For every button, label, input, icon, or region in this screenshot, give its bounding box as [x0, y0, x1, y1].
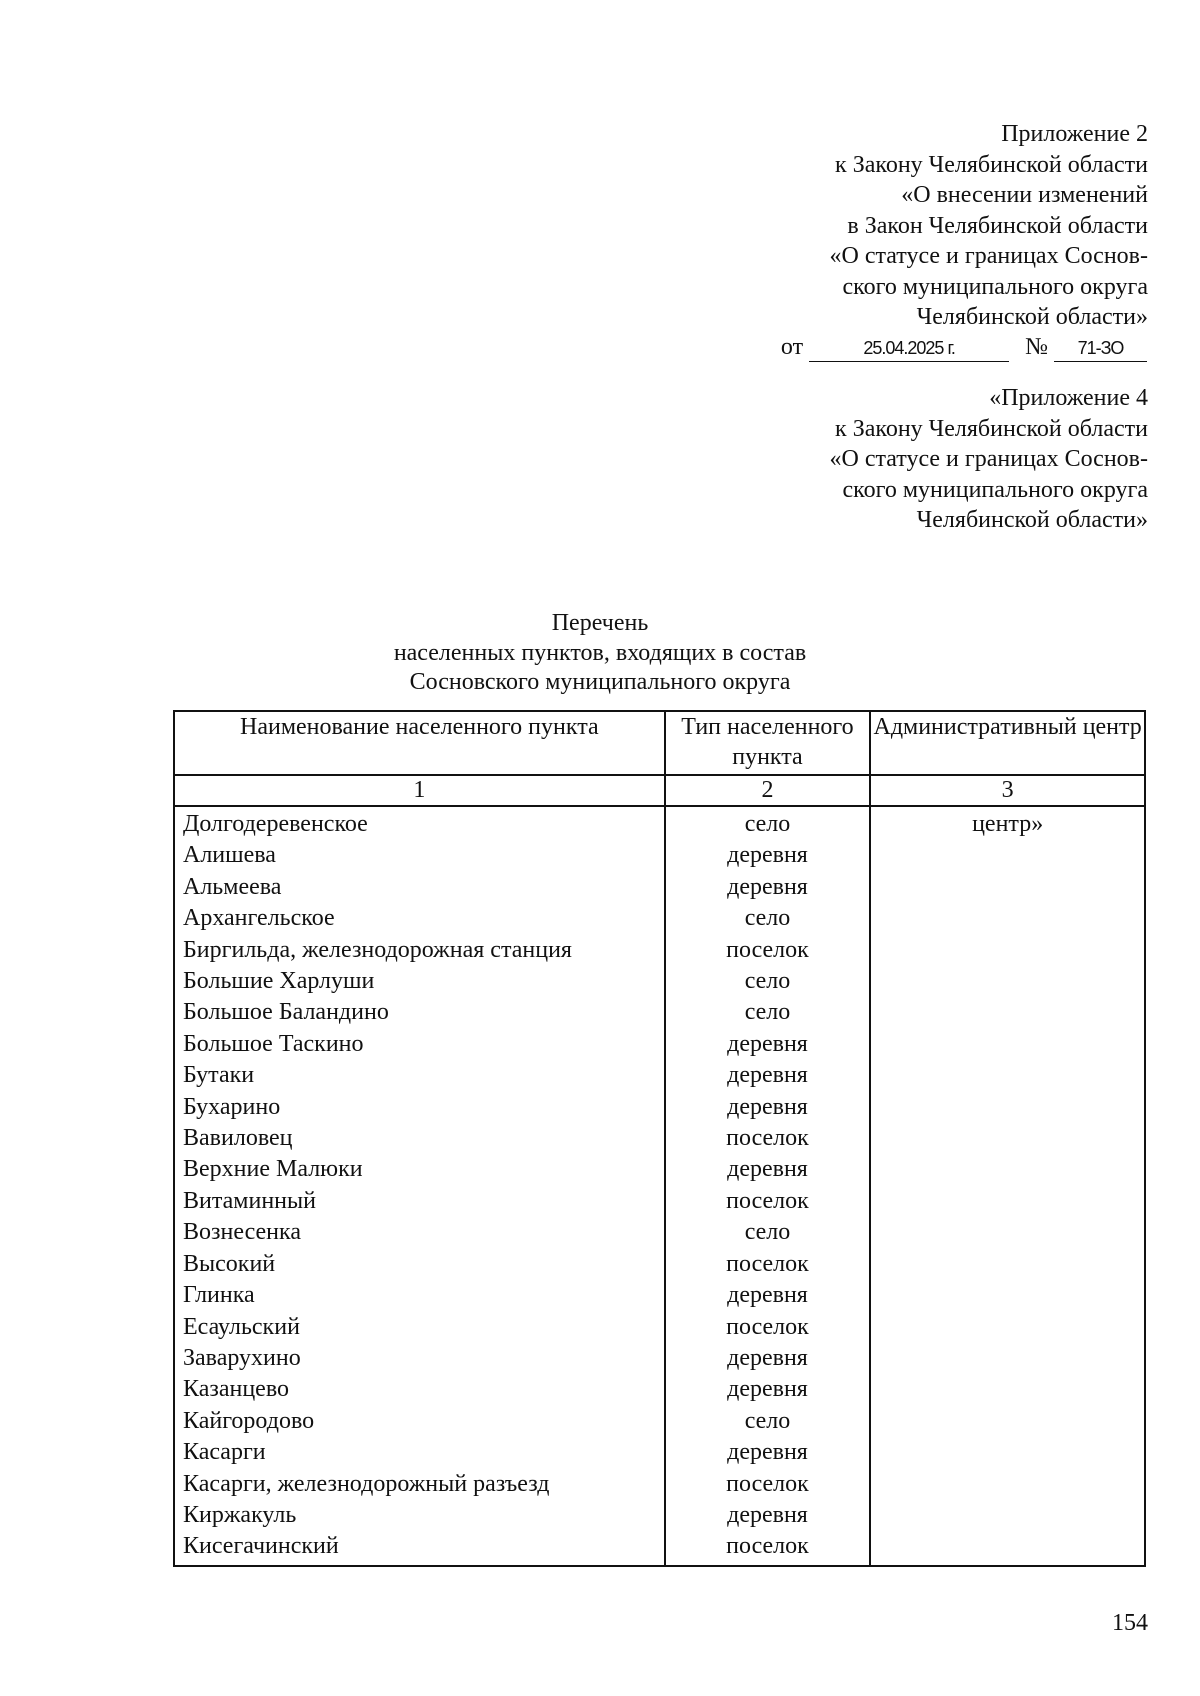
title-line: населенных пунктов, входящих в состав: [393, 639, 807, 666]
administrative-center: [870, 1437, 1145, 1468]
date-prefix: от: [780, 334, 804, 360]
administrative-center: [870, 840, 1145, 871]
settlement-name: Альмеева: [174, 872, 665, 903]
settlement-type: село: [665, 966, 871, 997]
settlement-name: Есаульский: [174, 1312, 665, 1343]
settlement-type: поселок: [665, 1249, 871, 1280]
appendix-header-line: Челябинской области»: [916, 304, 1148, 330]
administrative-center: [870, 997, 1145, 1028]
table-header-row: [174, 711, 1145, 775]
administrative-center: [870, 1217, 1145, 1248]
settlement-name: Киржакуль: [174, 1500, 665, 1531]
settlement-name: Алишева: [174, 840, 665, 871]
settlement-type: село: [665, 1217, 871, 1248]
header-name: Наименование населенного пункта: [174, 711, 665, 775]
table-row: [174, 1123, 1145, 1154]
administrative-center: [870, 1406, 1145, 1437]
appendix-header-line: «О внесении изменений: [901, 182, 1148, 208]
table-row: [174, 1280, 1145, 1311]
header-type: Тип населенного пункта: [665, 711, 871, 775]
settlement-name: Большое Баландино: [174, 997, 665, 1028]
table-row: [174, 1437, 1145, 1468]
settlement-type: деревня: [665, 1374, 871, 1405]
law-number-value: 71-ЗО: [1054, 335, 1147, 362]
administrative-center: [870, 935, 1145, 966]
settlement-name: Заварухино: [174, 1343, 665, 1374]
title-line: Сосновского муниципального округа: [409, 669, 791, 695]
settlement-type: поселок: [665, 935, 871, 966]
table-row: [174, 806, 1145, 840]
administrative-center: [870, 1500, 1145, 1531]
settlement-type: село: [665, 806, 871, 840]
administrative-center: центр»: [870, 806, 1145, 840]
administrative-center: [870, 1312, 1145, 1343]
administrative-center: [870, 1060, 1145, 1091]
settlement-name: Вавиловец: [174, 1123, 665, 1154]
column-number-row: [174, 775, 1145, 806]
administrative-center: [870, 1154, 1145, 1185]
settlement-name: Касарги: [174, 1437, 665, 1468]
column-number: 1: [174, 775, 665, 806]
table-row: [174, 1469, 1145, 1500]
administrative-center: [870, 1123, 1145, 1154]
law-date-value: 25.04.2025 г.: [809, 335, 1009, 362]
table-row: [174, 1092, 1145, 1123]
appendix-header-line: ского муниципального округа: [842, 273, 1148, 300]
table-row: [174, 1531, 1145, 1565]
settlement-name: Верхние Малюки: [174, 1154, 665, 1185]
settlement-type: деревня: [665, 840, 871, 871]
appendix-quote-line: ского муниципального округа: [842, 476, 1148, 503]
settlement-name: Большие Харлуши: [174, 966, 665, 997]
table-row: [174, 1249, 1145, 1280]
table-row: [174, 1060, 1145, 1091]
administrative-center: [870, 1280, 1145, 1311]
administrative-center: [870, 966, 1145, 997]
title-line: Перечень: [551, 610, 649, 636]
settlement-type: село: [665, 997, 871, 1028]
table-row: [174, 1217, 1145, 1248]
administrative-center: [870, 903, 1145, 934]
settlement-type: поселок: [665, 1469, 871, 1500]
appendix-header-line: Приложение 2: [1001, 121, 1148, 147]
settlements-table: [173, 710, 1146, 1567]
table-row: [174, 1406, 1145, 1437]
table-row: [174, 935, 1145, 966]
table-row: [174, 1374, 1145, 1405]
settlement-type: поселок: [665, 1123, 871, 1154]
settlement-type: село: [665, 903, 871, 934]
administrative-center: [870, 1343, 1145, 1374]
settlement-type: село: [665, 1406, 871, 1437]
administrative-center: [870, 1029, 1145, 1060]
appendix-header-line: «О статусе и границах Соснов-: [829, 243, 1148, 269]
table-row: [174, 966, 1145, 997]
settlement-name: Высокий: [174, 1249, 665, 1280]
settlement-name: Касарги, железнодорожный разъезд: [174, 1469, 665, 1500]
settlement-name: Кайгородово: [174, 1406, 665, 1437]
table-row: [174, 997, 1145, 1028]
settlement-name: Казанцево: [174, 1374, 665, 1405]
settlement-name: Витаминный: [174, 1186, 665, 1217]
settlement-name: Биргильда, железнодорожная станция: [174, 935, 665, 966]
administrative-center: [870, 1092, 1145, 1123]
settlement-type: поселок: [665, 1312, 871, 1343]
column-number: 2: [665, 775, 871, 806]
document-title: [0, 609, 1200, 698]
table-row: [174, 903, 1145, 934]
table-row: [174, 840, 1145, 871]
appendix-header: [628, 119, 1148, 333]
appendix-header-line: в Закон Челябинской области: [847, 212, 1148, 239]
table-row: [174, 1029, 1145, 1060]
law-date-number-line: [781, 334, 1147, 362]
appendix-header-line: к Закону Челябинской области: [835, 151, 1148, 178]
settlement-name: Кисегачинский: [174, 1531, 665, 1565]
appendix-quote: [628, 383, 1148, 536]
administrative-center: [870, 1186, 1145, 1217]
settlement-name: Большое Таскино: [174, 1029, 665, 1060]
number-sign: №: [1025, 334, 1048, 360]
column-number: 3: [870, 775, 1145, 806]
settlement-type: деревня: [665, 1343, 871, 1374]
settlement-type: деревня: [665, 1092, 871, 1123]
table-row: [174, 872, 1145, 903]
appendix-quote-line: к Закону Челябинской области: [835, 415, 1148, 442]
appendix-quote-line: «Приложение 4: [989, 385, 1148, 411]
settlement-type: деревня: [665, 1154, 871, 1185]
settlement-name: Бухарино: [174, 1092, 665, 1123]
table-row: [174, 1500, 1145, 1531]
settlement-type: деревня: [665, 1280, 871, 1311]
settlement-type: поселок: [665, 1186, 871, 1217]
settlement-name: Бутаки: [174, 1060, 665, 1091]
settlement-type: деревня: [665, 872, 871, 903]
settlement-type: деревня: [665, 1029, 871, 1060]
settlement-name: Долгодеревенское: [174, 806, 665, 840]
administrative-center: [870, 1531, 1145, 1565]
settlement-type: деревня: [665, 1500, 871, 1531]
page-number: 154: [1112, 1610, 1148, 1636]
settlement-type: деревня: [665, 1060, 871, 1091]
table-row: [174, 1186, 1145, 1217]
settlement-name: Глинка: [174, 1280, 665, 1311]
settlement-name: Вознесенка: [174, 1217, 665, 1248]
appendix-quote-line: «О статусе и границах Соснов-: [829, 446, 1148, 472]
settlement-name: Архангельское: [174, 903, 665, 934]
administrative-center: [870, 1469, 1145, 1500]
administrative-center: [870, 872, 1145, 903]
table-row: [174, 1154, 1145, 1185]
header-center: Административный центр: [870, 711, 1145, 775]
administrative-center: [870, 1374, 1145, 1405]
table-row: [174, 1343, 1145, 1374]
settlement-type: поселок: [665, 1531, 871, 1565]
appendix-quote-line: Челябинской области»: [916, 507, 1148, 533]
administrative-center: [870, 1249, 1145, 1280]
settlement-type: деревня: [665, 1437, 871, 1468]
table-row: [174, 1312, 1145, 1343]
